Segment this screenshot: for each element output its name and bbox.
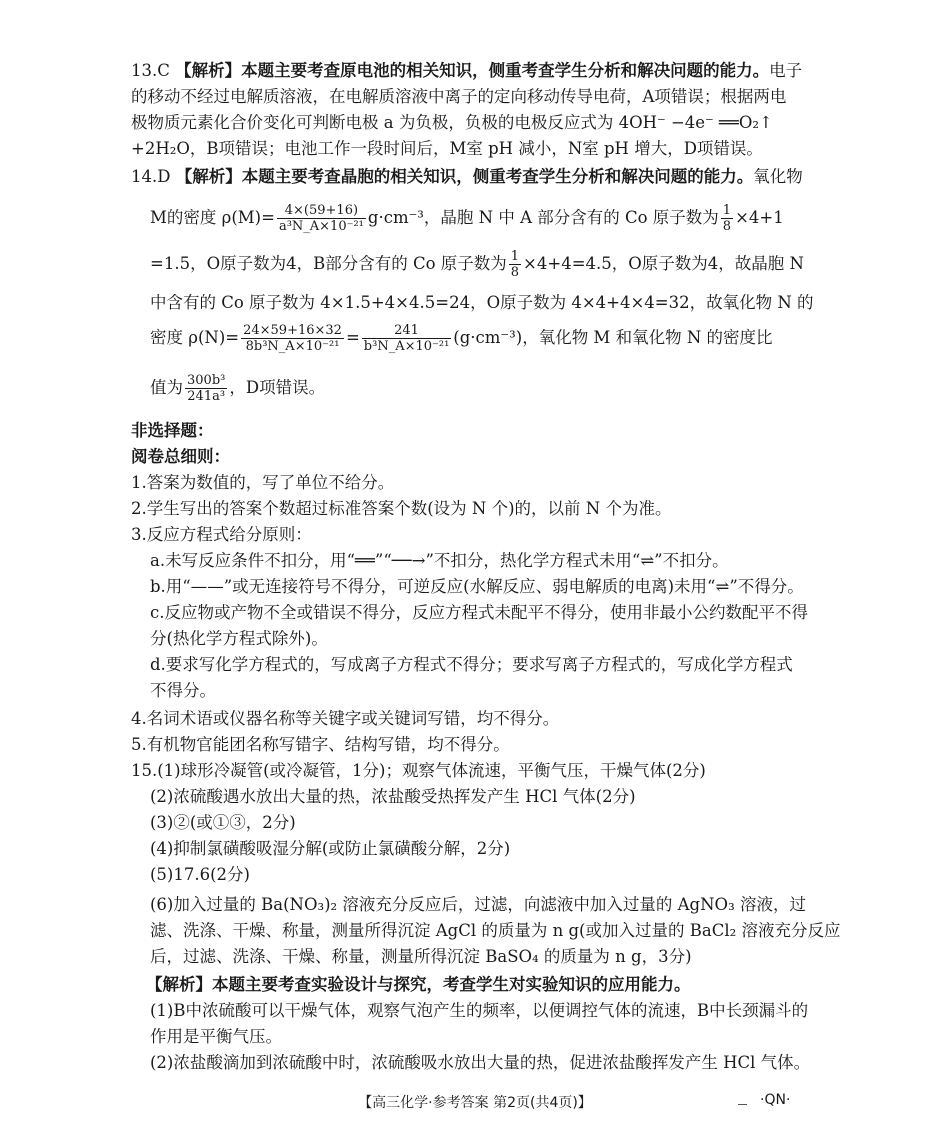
footer-mark [738, 1104, 747, 1105]
density-m-fraction: $\frac{4\times(59+16)}{\text{a³N\_A×10⁻²¹}}$ [278, 203, 364, 234]
q13-line-1: 13.C 【解析】本题主要考查原电池的相关知识，侧重考查学生分析和解决问题的能力。电子 [131, 61, 803, 80]
q15-answer-6-line-3: 后，过滤、洗涤、干燥、称量，测量所得沉淀 BaSO₄ 的质量为 n g，3分) [150, 947, 692, 966]
q14-line-4: 中含有的 Co 原子数为 4×1.5+4×4.5=24，O原子数为 4×4+4×4=32，故氧化物 N 的 [150, 293, 814, 312]
q15-analysis-tag: 【解析】本题主要考查实验设计与探究，考查学生对实验知识的应用能力。 [146, 975, 691, 994]
q15-explain-1-line-1: (1)B中浓硫酸可以干燥气体，观察气泡产生的频率，以便调控气体的流速，B中长颈漏斗的 [150, 1001, 809, 1020]
rule-4: 4.名词术语或仪器名称等关键字或关键词写错，均不得分。 [131, 709, 560, 728]
q14-line-2: M的密度 ρ(M)= $\frac{4\times(59+16)}{\text{a³N\_A×10⁻²¹}}$ g·cm⁻³，晶胞 N 中 A 部分含有的 Co 原子数为 $\frac{1}{8}$ ×4+1 [150, 203, 784, 234]
rule-2: 2.学生写出的答案个数超过标准答案个数(设为 N 个)的，以前 N 个为准。 [131, 499, 672, 518]
q14-line-1: 14.D 【解析】本题主要考查晶胞的相关知识，侧重考查学生分析和解决问题的能力。氧化物 [131, 167, 803, 186]
rule-3a: a.未写反应条件不扣分，用“══”“──→”不扣分，热化学方程式未用“⇌”不扣分。 [150, 551, 729, 570]
section-heading: 非选择题： [131, 421, 214, 440]
rule-5: 5.有机物官能团名称写错字、结构写错，均不得分。 [131, 735, 510, 754]
rule-3: 3.反应方程式给分原则： [131, 525, 312, 544]
q15-answer-1: 15.(1)球形冷凝管(或冷凝管，1分)；观察气体流速，平衡气压，干燥气体(2分) [131, 761, 706, 780]
footer-code: ·QN· [760, 1092, 791, 1108]
q14-line-5: 密度 ρ(N)= $\frac{24\times 59+16\times 32}{\text{8b³N\_A×10⁻²¹}}$ = $\frac{241}{\text{b³N\_A×10⁻²¹}}$ (g·cm⁻³)，氧化物 M 和氧化物 N 的密度比 [150, 323, 773, 354]
density-n-simplified-fraction: $\frac{241}{\text{b³N\_A×10⁻²¹}}$ [363, 323, 450, 354]
q13-line-4: +2H₂O，B项错误；电池工作一段时间后，M室 pH 减小，N室 pH 增大，D项错误。 [131, 139, 763, 158]
q15-explain-2: (2)浓盐酸滴加到浓硫酸中时，浓硫酸吸水放出大量的热，促进浓盐酸挥发产生 HCl 气体。 [150, 1053, 811, 1072]
rules-heading: 阅卷总细则： [131, 447, 230, 466]
rule-3c-line-1: c.反应物或产物不全或错误不得分，反应方程式未配平不得分，使用非最小公约数配平不得 [150, 603, 808, 622]
rule-3b: b.用“——”或无连接符号不得分，可逆反应(水解反应、弱电解质的电离)未用“⇌”不得分。 [150, 577, 804, 596]
q15-answer-3: (3)②(或①③，2分) [150, 813, 296, 832]
q15-answer-2: (2)浓硫酸遇水放出大量的热，浓盐酸受热挥发产生 HCl 气体(2分) [150, 787, 636, 806]
q15-answer-6-line-2: 滤、洗涤、干燥、称量，测量所得沉淀 AgCl 的质量为 n g(或加入过量的 BaCl₂ 溶液充分反应 [150, 921, 841, 940]
q14-line-3: =1.5，O原子数为4，B部分含有的 Co 原子数为 $\frac{1}{8}$ ×4+4=4.5，O原子数为4，故晶胞 N [150, 249, 804, 280]
rule-3d-line-2: 不得分。 [150, 681, 216, 700]
q14-analysis-tag: 【解析】本题主要考查晶胞的相关知识，侧重考查学生分析和解决问题的能力。 [175, 167, 754, 186]
density-n-fraction: $\frac{24\times 59+16\times 32}{\text{8b³N\_A×10⁻²¹}}$ [243, 323, 342, 354]
q15-answer-6-line-1: (6)加入过量的 Ba(NO₃)₂ 溶液充分反应后，过滤，向滤液中加入过量的 AgNO₃ 溶液，过 [150, 895, 806, 914]
q14-line-6: 值为 $\frac{\text{300b³}}{\text{241a³}}$ ，D项错误。 [150, 373, 326, 404]
q13-line-3: 极物质元素化合价变化可判断电极 a 为负极，负极的电极反应式为 4OH⁻ −4e⁻ ══O₂↑ [131, 113, 773, 132]
rule-3d-line-1: d.要求写化学方程式的，写成离子方程式不得分；要求写离子方程式的，写成化学方程式 [150, 655, 793, 674]
rule-1: 1.答案为数值的，写了单位不给分。 [131, 473, 395, 492]
density-ratio-fraction: $\frac{\text{300b³}}{\text{241a³}}$ [187, 373, 226, 404]
q13-number: 13.C [131, 61, 170, 80]
one-eighth-fraction: $\frac{1}{8}$ [510, 249, 520, 280]
q13-line-2: 的移动不经过电解质溶液，在电解质溶液中离子的定向移动传导电荷，A项错误；根据两电 [131, 87, 787, 106]
q15-explain-1-line-2: 作用是平衡气压。 [150, 1027, 282, 1046]
rule-3c-line-2: 分(热化学方程式除外)。 [150, 629, 328, 648]
one-eighth-fraction: $\frac{1}{8}$ [722, 203, 732, 234]
q14-number: 14.D [131, 167, 171, 186]
page-footer: 【高三化学·参考答案 第2页(共4页)】 [358, 1095, 592, 1111]
q13-analysis-tag: 【解析】本题主要考查原电池的相关知识，侧重考查学生分析和解决问题的能力。 [175, 61, 770, 80]
q15-answer-4: (4)抑制氯磺酸吸湿分解(或防止氯磺酸分解，2分) [150, 839, 511, 858]
q15-answer-5: (5)17.6(2分) [150, 865, 250, 884]
